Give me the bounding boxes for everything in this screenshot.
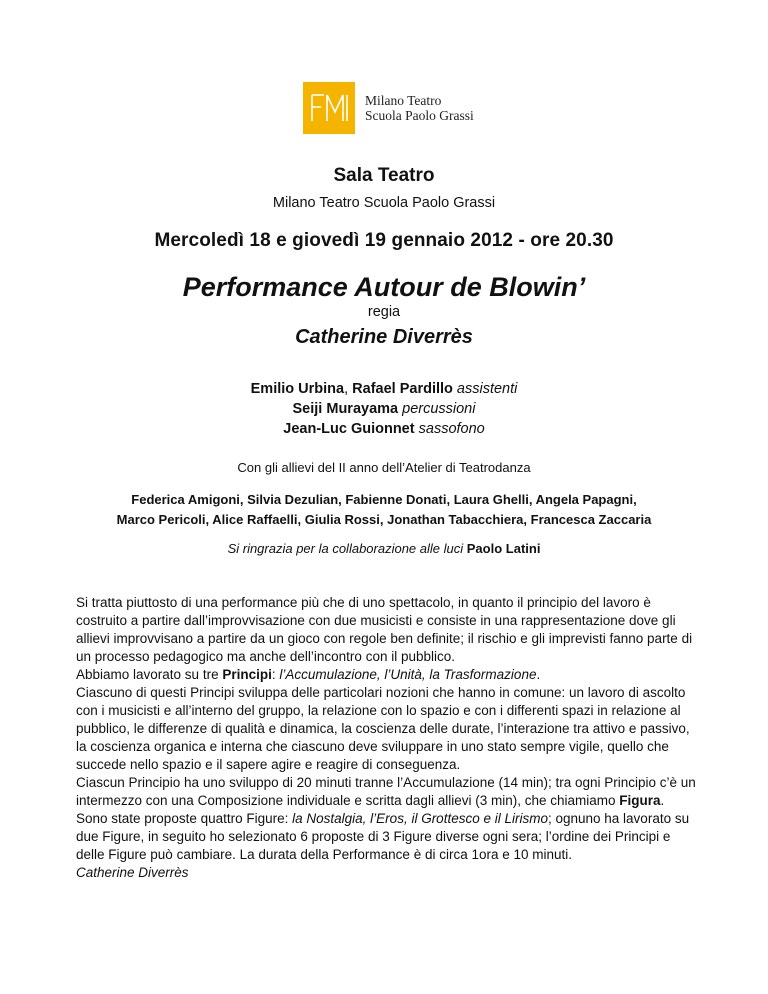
fm-monogram-icon (303, 82, 355, 134)
paragraph: Ciascuno di questi Principi sviluppa delle particolari nozioni che hanno in comune: un lavoro di ascolto con i musicisti e all’interno del gruppo, la relazione con lo spazio e con i differenti spazi in relazione al pubblico, le differenze di qualità e dinamica, la coscienza delle durate, l’interazione tra attivo e passivo, la coscienza organica e interna che ciascuno deve sviluppare in uno stato sempre vigile, quello che succede nello spazio e il sapere agire e reagire di conseguenza. (76, 685, 690, 772)
credit-name: Seiji Murayama (292, 401, 399, 417)
text-run: Abbiamo lavorato su tre (76, 667, 223, 682)
logo-line-1: Milano Teatro (365, 93, 442, 108)
paragraph: Si tratta piuttosto di una performance più che di uno spettacolo, in quanto il principio del lavoro è costruito a partire dall’improvvisazione con due musicisti e consiste in una rappresentazione dove gli allievi improvvisano a partire da un gioco con regole ben definite; il rischio e gli imprevisti fanno parte di un processo pedagogico ma anche dell’incontro con il pubblico. (76, 595, 693, 664)
director-name: Catherine Diverrès (295, 326, 473, 348)
thanks-name: Paolo Latini (466, 541, 541, 556)
event-date: Mercoledì 18 e giovedì 19 gennaio 2012 - ore 20.30 (154, 230, 614, 251)
venue-subtitle: Milano Teatro Scuola Paolo Grassi (272, 195, 496, 211)
text-run-bold: Principi (222, 667, 272, 682)
credit-role: percussioni (402, 401, 476, 417)
text-run: Sono state proposte quattro Figure: (76, 811, 293, 826)
credit-name: Jean-Luc Guionnet (283, 421, 415, 437)
credit-line (0, 419, 768, 439)
paragraph (76, 810, 696, 864)
credit-role: sassofono (418, 421, 485, 437)
text-run: . (536, 667, 541, 682)
text-run: . (660, 793, 665, 808)
students-list (0, 490, 768, 530)
credit-line (0, 379, 768, 399)
show-title: Performance Autour de Blowin’ (182, 272, 586, 302)
text-run-bold: Figura (619, 793, 661, 808)
paragraph (76, 666, 696, 684)
students-line-1: Federica Amigoni, Silvia Dezulian, Fabienne Donati, Laura Ghelli, Angela Papagni, (131, 492, 637, 507)
signature-text: Catherine Diverrès (76, 865, 189, 880)
logo-line-2: Scuola Paolo Grassi (365, 108, 474, 123)
venue-title: Sala Teatro (333, 165, 435, 186)
text-run: : (271, 667, 280, 682)
credit-role: assistenti (456, 381, 518, 397)
credit-separator: , (344, 381, 353, 397)
text-run-italic: la Nostalgia, l’Eros, il Grottesco e il Lirismo (292, 811, 548, 826)
credit-name: Rafael Pardillo (352, 381, 453, 397)
signature (76, 864, 696, 882)
text-run: Ciascun Principio ha uno sviluppo di 20 minuti tranne l’Accumulazione (14 min); tra ogni Principio c’è un intermezzo con una Composizione individuale e scritta dagli allievi (3 min), che chiamiamo (76, 775, 696, 808)
lighting-thanks (0, 541, 768, 556)
regia-label: regia (367, 304, 401, 320)
thanks-text: Si ringrazia per la collaborazione alle luci (227, 541, 464, 556)
credit-name: Emilio Urbina (250, 381, 345, 397)
credits-list (0, 379, 768, 439)
paragraph (76, 774, 696, 810)
credit-line (0, 399, 768, 419)
text-run-italic: l’Accumulazione, l’Unità, la Trasformazione (279, 667, 537, 682)
school-logo (303, 82, 474, 134)
text-run: ; ognuno ha lavorato su due Figure, in seguito ho selezionato 6 proposte di 3 Figure diverse ogni sera; l’ordine dei Principi e delle Figure può cambiare. La durata della Performance è di circa 1ora e 10 minuti. (76, 811, 690, 862)
atelier-note: Con gli allievi del II anno dell’Atelier di Teatrodanza (237, 460, 531, 475)
logo-wordmark (365, 93, 474, 123)
description-text (76, 594, 696, 882)
students-line-2: Marco Pericoli, Alice Raffaelli, Giulia Rossi, Jonathan Tabacchiera, Francesca Zaccaria (116, 512, 652, 527)
